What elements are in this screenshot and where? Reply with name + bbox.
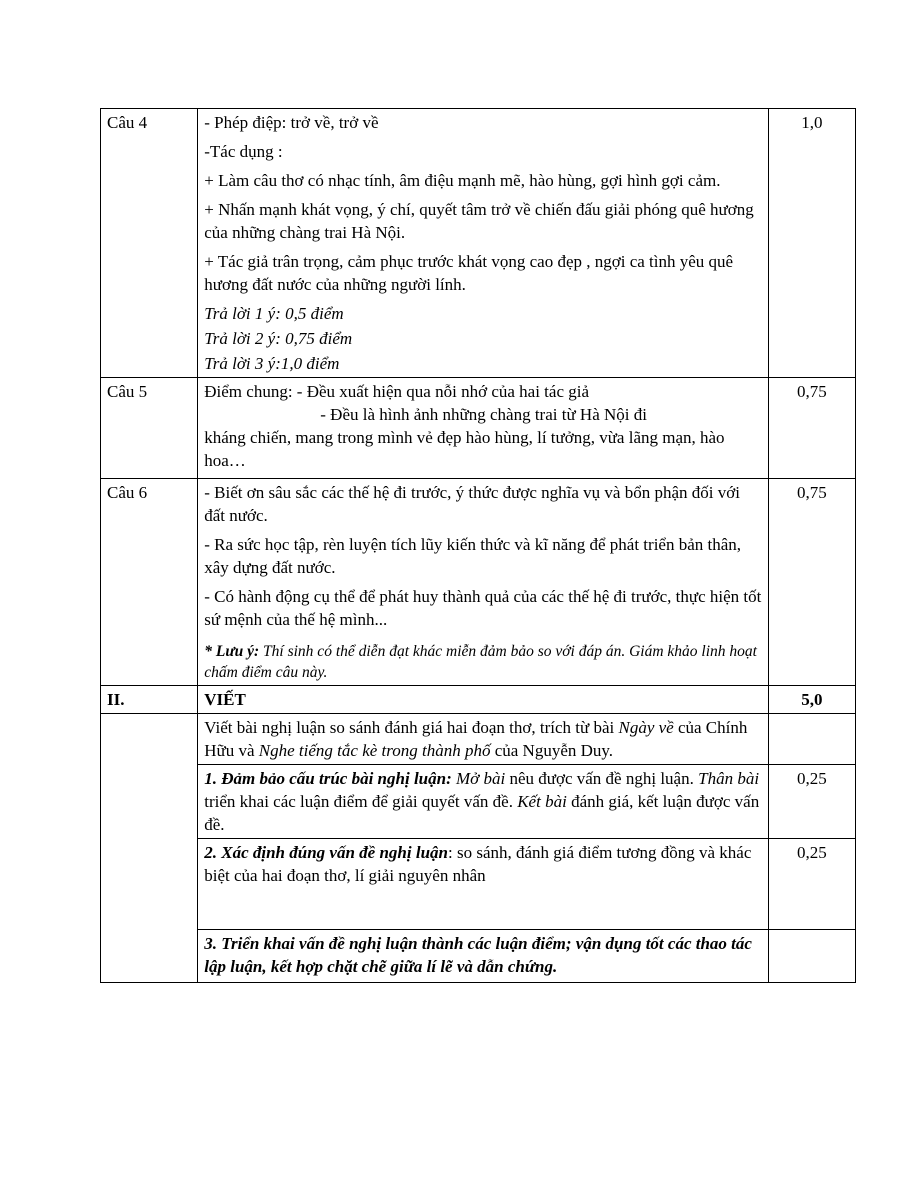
- text: triển khai các luận điểm để giải quyết vấn đề.: [204, 792, 518, 811]
- table-row: [101, 930, 856, 983]
- score-cell: [768, 714, 855, 765]
- text: Viết bài nghị luận so sánh đánh giá hai đoạn thơ, trích từ bài: [204, 718, 619, 737]
- poem-title: Nghe tiếng tắc kè trong thành phố: [258, 741, 491, 760]
- section-header-row: [101, 686, 856, 714]
- criterion: [198, 930, 769, 983]
- answer-line: - Biết ơn sâu sắc các thế hệ đi trước, ý thức được nghĩa vụ và bổn phận đối với đất nước.: [204, 483, 740, 525]
- score-cell: 0,25: [768, 839, 855, 930]
- empty-cell: [101, 714, 198, 983]
- table-row: [101, 839, 856, 930]
- score-cell: [768, 930, 855, 983]
- scoring-line: Trả lời 1 ý: 0,5 điểm: [204, 304, 344, 323]
- scoring-line: Trả lời 3 ý:1,0 điểm: [204, 354, 340, 373]
- poem-title: Ngày về: [618, 718, 674, 737]
- scoring-line: Trả lời 2 ý: 0,75 điểm: [204, 329, 353, 348]
- text: của Nguyễn Duy.: [490, 741, 614, 760]
- answer-line: + Tác giả trân trọng, cảm phục trước khát vọng cao đẹp , ngợi ca tình yêu quê hương đất nước của những người lính.: [204, 252, 734, 294]
- question-label: Câu 4: [101, 109, 198, 378]
- section-title: VIẾT: [198, 686, 769, 714]
- text: Mở bài: [456, 769, 506, 788]
- answer-content: [198, 378, 769, 479]
- answer-line: - Có hành động cụ thể để phát huy thành quả của các thế hệ đi trước, thực hiện tốt sứ mệnh của thế hệ mình...: [204, 587, 762, 629]
- criterion: [198, 839, 769, 930]
- criterion-title: 2. Xác định đúng vấn đề nghị luận: [204, 843, 448, 862]
- table-row: [101, 378, 856, 479]
- criterion: [198, 765, 769, 839]
- score-cell: 0,75: [768, 479, 855, 686]
- text: : so sánh, đánh giá điểm tương đồng và khác biệt của hai đoạn thơ, lí giải nguyên nhân: [204, 843, 752, 885]
- grading-rubric-table: [100, 108, 856, 983]
- answer-line: Điểm chung: - Đều xuất hiện qua nỗi nhớ của hai tác giả: [204, 382, 590, 401]
- note-text: Thí sinh có thể diễn đạt khác miễn đảm bảo so với đáp án. Giám khảo linh hoạt chấm điểm câu này.: [204, 643, 757, 681]
- score-cell: 1,0: [768, 109, 855, 378]
- text: nêu được vấn đề nghị luận.: [505, 769, 699, 788]
- answer-content: [198, 479, 769, 686]
- answer-line: - Đều là hình ảnh những chàng trai từ Hà Nội đi: [320, 405, 647, 424]
- question-label: Câu 5: [101, 378, 198, 479]
- answer-line: -Tác dụng :: [204, 142, 283, 161]
- table-row: [101, 765, 856, 839]
- answer-line: + Nhấn mạnh khát vọng, ý chí, quyết tâm trở về chiến đấu giải phóng quê hương của những chàng trai Hà Nội.: [204, 200, 754, 242]
- score-cell: 0,75: [768, 378, 855, 479]
- answer-line: + Làm câu thơ có nhạc tính, âm điệu mạnh mẽ, hào hùng, gợi hình gợi cảm.: [204, 171, 721, 190]
- task-description: [198, 714, 769, 765]
- answer-line: - Phép điệp: trở về, trở về: [204, 113, 379, 132]
- table-row: [101, 479, 856, 686]
- note-label: * Lưu ý:: [204, 643, 260, 660]
- question-label: Câu 6: [101, 479, 198, 686]
- score-cell: 0,25: [768, 765, 855, 839]
- answer-content: [198, 109, 769, 378]
- table-row: [101, 109, 856, 378]
- text: đánh giá, kết luận được vấn đề.: [204, 792, 760, 834]
- text: Thân bài: [698, 769, 760, 788]
- criterion-title: 1. Đảm bảo cấu trúc bài nghị luận:: [204, 769, 452, 788]
- text: Kết bài: [517, 792, 567, 811]
- section-score: 5,0: [768, 686, 855, 714]
- note: [204, 641, 762, 683]
- criterion-title: 3. Triển khai vấn đề nghị luận thành các luận điểm; vận dụng tốt các thao tác lập luận, kết hợp chặt chẽ giữa lí lẽ và dẫn chứng.: [204, 934, 752, 976]
- answer-line: kháng chiến, mang trong mình vẻ đẹp hào hùng, lí tưởng, vừa lãng mạn, hào hoa…: [204, 428, 725, 470]
- section-label: II.: [101, 686, 198, 714]
- table-row: [101, 714, 856, 765]
- text: của Chính Hữu và: [204, 718, 748, 760]
- answer-line: - Ra sức học tập, rèn luyện tích lũy kiến thức và kĩ năng để phát triển bản thân, xây dựng đất nước.: [204, 535, 742, 577]
